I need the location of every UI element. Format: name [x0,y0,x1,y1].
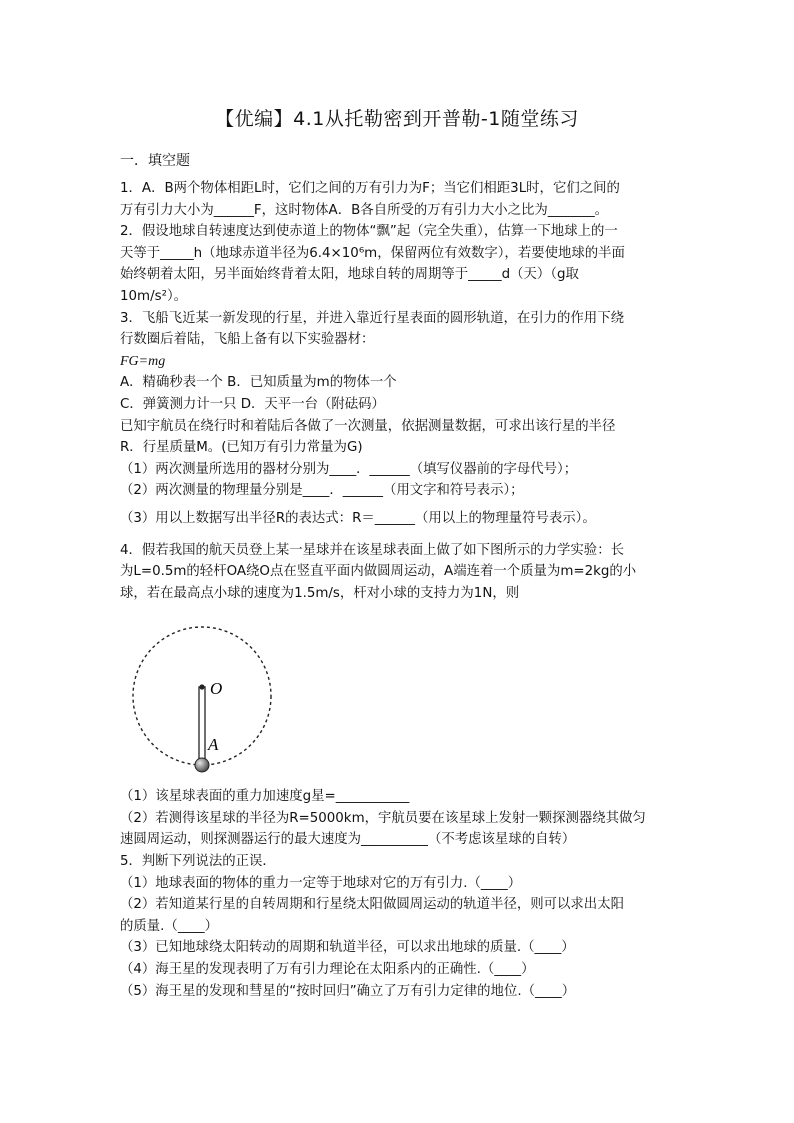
text-line: 天等于_____h（地球赤道半径为6.4×10⁶m，保留两位有效数字），若要使地球的半面 [120,245,625,261]
text-line: （2）若测得该星球的半径为R=5000km，宇航员要在该星球上发射一颗探测器绕其做匀 [120,810,646,826]
rod-circle-diagram [126,616,286,776]
text-line: 1．A．B两个物体相距L时，它们之间的万有引力为F；当它们相距3L时，它们之间的 [120,181,620,196]
text-line: 10m/s²）。 [120,288,188,304]
text-line: （4）海王星的发现表明了万有引力理论在太阳系内的正确性.（____） [120,962,535,978]
diagram-svg [126,616,286,776]
question-list [120,178,680,1002]
text-line: 5．判断下列说法的正误． [120,854,276,870]
text-line: 行数圈后着陆，飞船上备有以下实验器材： [120,332,375,348]
ball [195,758,209,772]
question-1 [120,178,680,221]
page-title: 【优编】4.1从托勒密到开普勒-1随堂练习 [215,108,579,130]
question-2 [120,221,680,307]
formula: FG=mg [120,353,166,369]
text-line: 球，若在最高点小球的速度为1.5m/s，杆对小球的支持力为1N，则 [120,585,520,601]
text-line: （2）若知道某行星的自转周期和行星绕太阳做圆周运动的轨道半径，则可以求出太阳 [120,897,624,913]
pivot-point [199,685,204,690]
text-line: 4．假若我国的航天员登上某一星球并在该星球表面上做了如下图所示的力学实验：长 [120,542,624,558]
text-line: 的质量.（____） [120,918,218,934]
text-line: （1）该星球表面的重力加速度g星=___________ [120,789,410,805]
question-4 [120,540,680,852]
text-line: （2）两次测量的物理量分别是____．______（用文字和符号表示）； [120,483,524,499]
text-line: 万有引力大小为______F，这时物体A．B各自所受的万有引力大小之比为_______。 [120,202,609,218]
question-5 [120,851,680,1002]
label-o: O [210,679,223,699]
text-line: 2．假设地球自转速度达到使赤道上的物体“飘”起（完全失重），估算一下地球上的一 [120,224,618,240]
option-line: A．精确秒表一个 B．已知质量为m的物体一个 [120,375,397,391]
rod [199,687,205,763]
text-line: 已知宇航员在绕行时和着陆后各做了一次测量，依据测量数据，可求出该行星的半径 [120,418,616,434]
text-line: （1）两次测量所选用的器材分别为____．______（填写仪器前的字母代号）； [120,461,578,477]
text-line: （3）用以上数据写出半径R的表达式：R＝______（用以上的物理量符号表示）。 [120,510,596,526]
question-3 [120,308,680,540]
section-heading: 一．填空题 [120,153,190,169]
text-line: 3．飞船飞近某一新发现的行星，并进入靠近行星表面的圆形轨道，在引力的作用下绕 [120,310,624,326]
text-line: （3）已知地球绕太阳转动的周期和轨道半径，可以求出地球的质量.（____） [120,940,575,956]
label-a: A [208,735,219,755]
text-line: （5）海王星的发现和彗星的“按时回归”确立了万有引力定律的地位.（____） [120,983,576,999]
text-line: （1）地球表面的物体的重力一定等于地球对它的万有引力.（____） [120,875,522,891]
text-line: 速圆周运动，则探测器运行的最大速度为__________（不考虑该星球的自转） [120,832,576,848]
text-line: R．行星质量M。(已知万有引力常量为G) [120,440,363,456]
text-line: 为L=0.5m的轻杆OA绕O点在竖直平面内做圆周运动，A端连着一个质量为m=2kg的小 [120,564,637,580]
text-line: 始终朝着太阳，另半面始终背着太阳，地球自转的周期等于_____d（天）（g取 [120,267,579,283]
option-line: C．弹簧测力计一只 D．天平一台（附砝码） [120,396,385,412]
